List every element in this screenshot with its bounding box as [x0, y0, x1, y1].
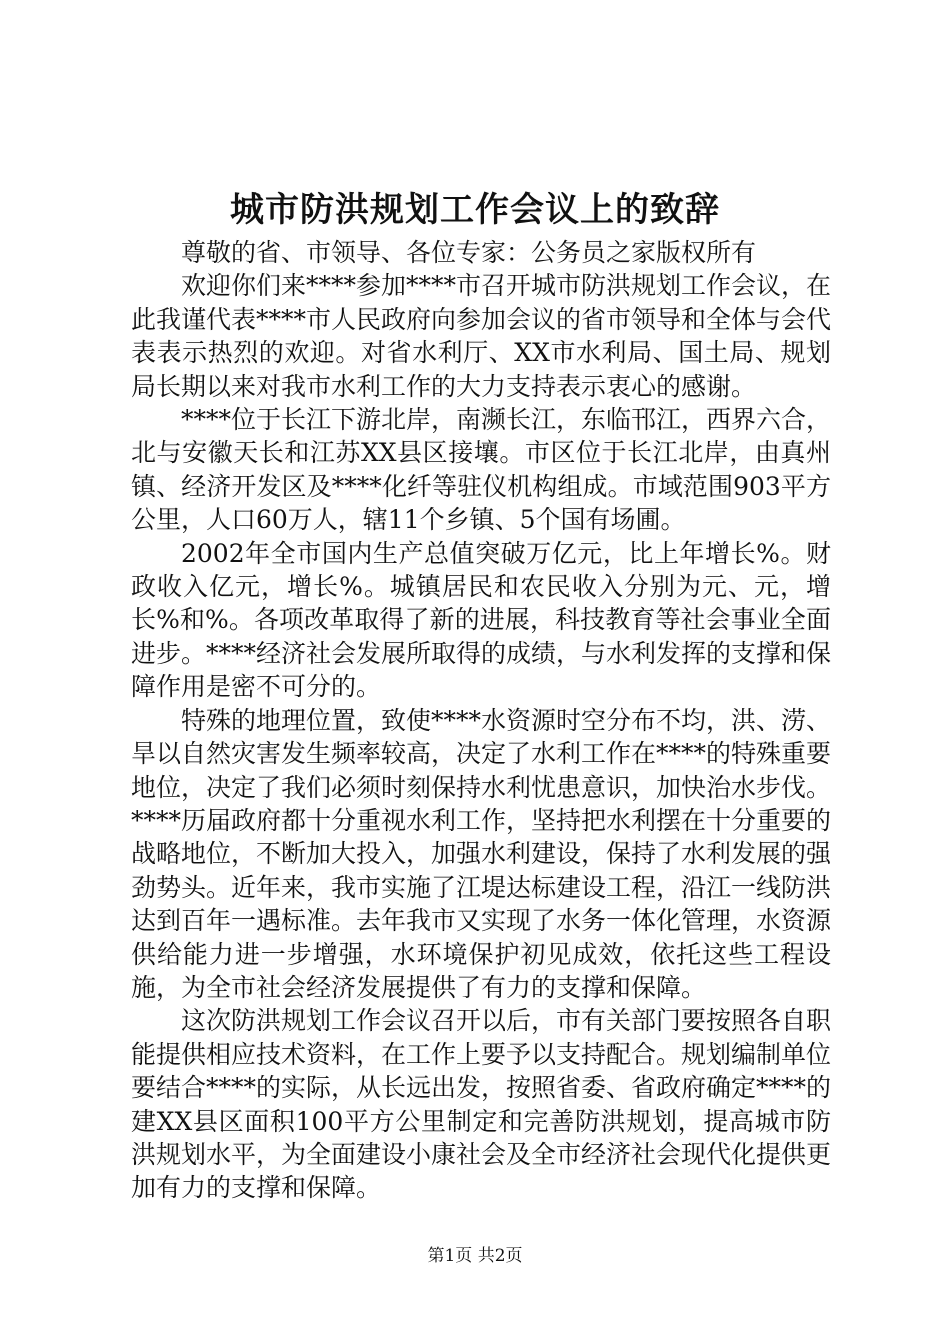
location-paragraph: ****位于长江下游北岸，南濒长江，东临邗江，西界六合，北与安徽天长和江苏XX县区接壤。市区位于长江北岸，由真州镇、经济开发区及****化纤等驻仪机构组成。市域范围903平方公里，人口60万人，辖11个乡镇、5个国有场圃。: [131, 405, 832, 535]
document-title: 城市防洪规划工作会议上的致辞: [230, 190, 720, 230]
planning-paragraph: 这次防洪规划工作会议召开以后，市有关部门要按照各自职能提供相应技术资料，在工作上要予以支持配合。规划编制单位要结合****的实际，从长远出发，按照省委、省政府确定****的建XX县区面积100平方公里制定和完善防洪规划，提高城市防洪规划水平，为全面建设小康社会及全市经济社会现代化提供更加有力的支撑和保障。: [131, 1006, 832, 1203]
water-conservancy-paragraph: 特殊的地理位置，致使****水资源时空分布不均，洪、涝、旱以自然灾害发生频率较高，决定了水利工作在****的特殊重要地位，决定了我们必须时刻保持水利忧患意识，加快治水步伐。****历届政府都十分重视水利工作，坚持把水利摆在十分重要的战略地位，不断加大投入，加强水利建设，保持了水利发展的强劲势头。近年来，我市实施了江堤达标建设工程，沿江一线防洪达到百年一遇标准。去年我市又实现了水务一体化管理，水资源供给能力进一步增强，水环境保护初见成效，依托这些工程设施，为全市社会经济发展提供了有力的支撑和保障。: [131, 705, 832, 1002]
economy-paragraph: 2002年全市国内生产总值突破万亿元，比上年增长%。财政收入亿元，增长%。城镇居民和农民收入分别为元、元，增长%和%。各项改革取得了新的进展，科技教育等社会事业全面进步。****经济社会发展所取得的成绩，与水利发挥的支撑和保障作用是密不可分的。: [131, 538, 832, 702]
page-number: 第1页 共2页: [427, 1246, 523, 1266]
document-body: [131, 236, 831, 1205]
salutation-paragraph: 尊敬的省、市领导、各位专家：公务员之家版权所有: [181, 238, 757, 267]
welcome-paragraph: 欢迎你们来****参加****市召开城市防洪规划工作会议，在此我谨代表****市人民政府向参加会议的省市领导和全体与会代表表示热烈的欢迎。对省水利厅、XX市水利局、国土局、规划局长期以来对我市水利工作的大力支持表示衷心的感谢。: [131, 271, 832, 401]
